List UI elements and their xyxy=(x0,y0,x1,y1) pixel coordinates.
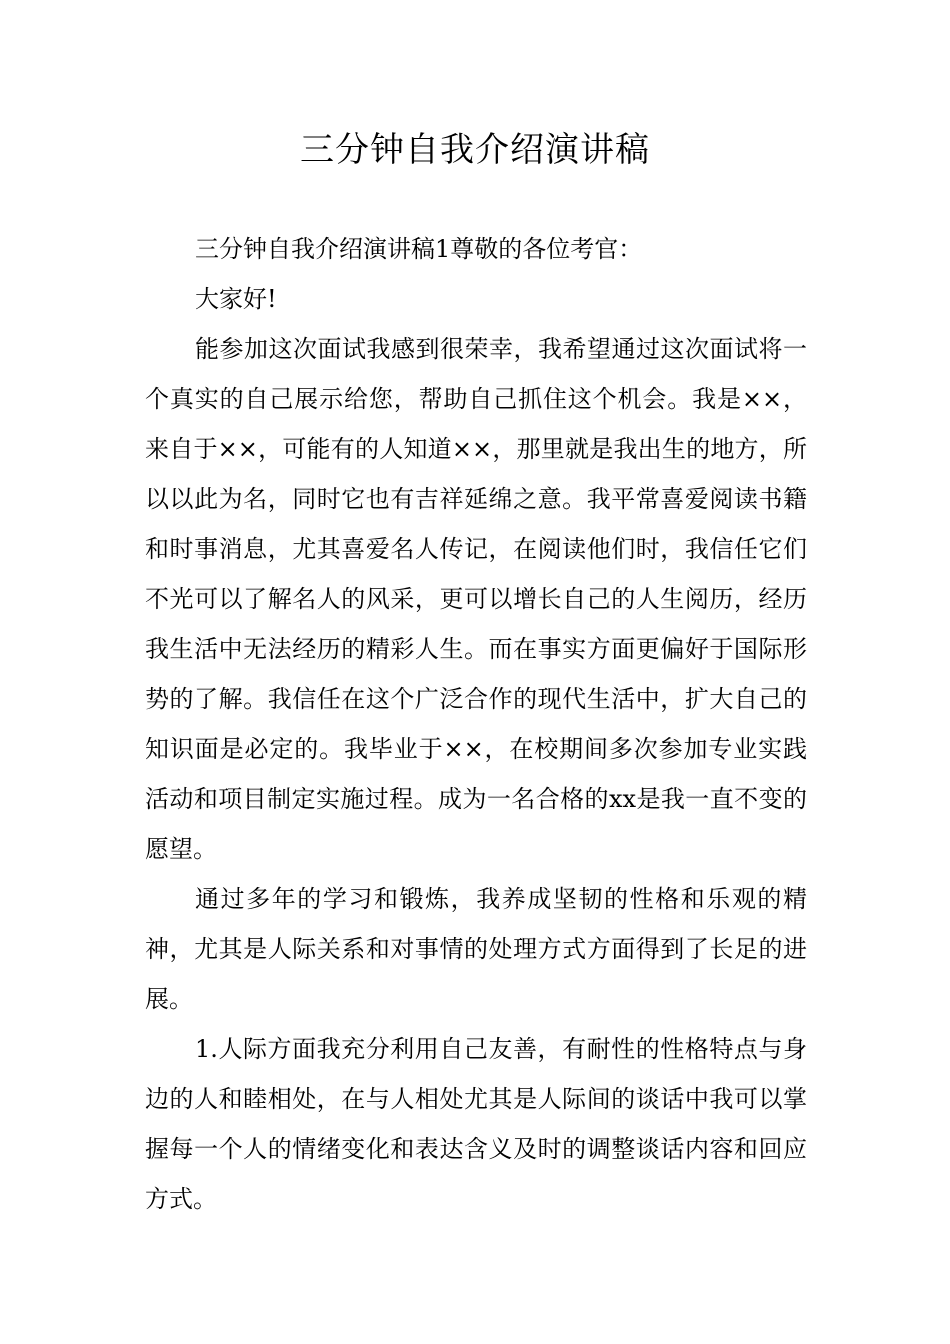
paragraph-3: 能参加这次面试我感到很荣幸，我希望通过这次面试将一个真实的自己展示给您，帮助自己抓住这个机会。我是××，来自于××，可能有的人知道××，那里就是我出生的地方，所以以此为名，同时它也有吉祥延绵之意。我平常喜爱阅读书籍和时事消息，尤其喜爱名人传记，在阅读他们时，我信任它们不光可以了解名人的风采，更可以增长自己的人生阅历，经历我生活中无法经历的精彩人生。而在事实方面更偏好于国际形势的了解。我信任在这个广泛合作的现代生活中，扩大自己的知识面是必定的。我毕业于××，在校期间多次参加专业实践活动和项目制定实施过程。成为一名合格的xx是我一直不变的愿望。 xyxy=(145,335,807,863)
paragraph-2: 大家好! xyxy=(195,285,277,313)
paragraph-1: 三分钟自我介绍演讲稿1尊敬的各位考官： xyxy=(195,235,643,263)
paragraph-5: 1.人际方面我充分利用自己友善，有耐性的性格特点与身边的人和睦相处，在与人相处尤其是人际间的谈话中我可以掌握每一个人的情绪变化和表达含义及时的调整谈话内容和回应方式。 xyxy=(145,1035,807,1213)
paragraph-4: 通过多年的学习和锻炼，我养成坚韧的性格和乐观的精神，尤其是人际关系和对事情的处理方式方面得到了长足的进展。 xyxy=(145,885,807,1013)
document-title: 三分钟自我介绍演讲稿 xyxy=(300,130,650,170)
document-body xyxy=(145,224,807,1224)
